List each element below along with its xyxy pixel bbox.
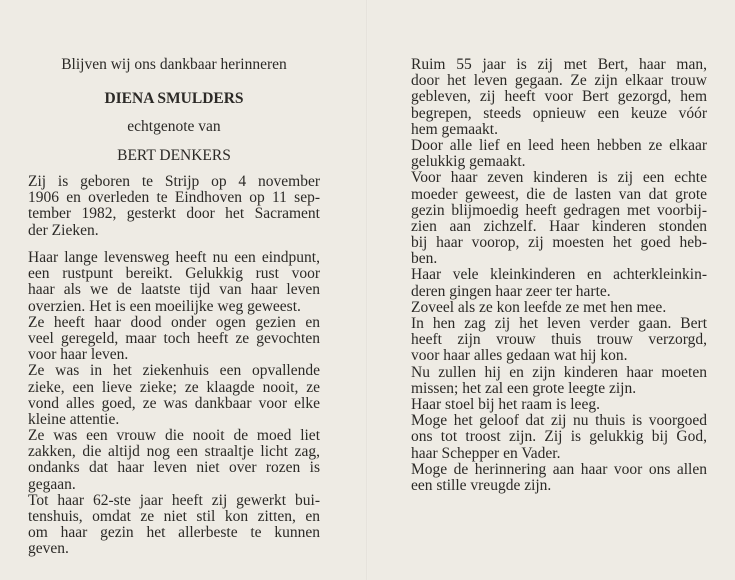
marriage-paragraph — [411, 57, 707, 494]
text-line: haar Schepper en Vader. — [411, 444, 561, 462]
text-line: tember 1982, gesterkt door het Sacrament — [28, 205, 320, 223]
text-line: gezin blijmoedig heeft gedragen met voorbij- — [411, 201, 707, 219]
text-line: ondanks dat haar leven niet over rozen is — [28, 459, 320, 477]
text-line: hem gemaakt. — [411, 120, 498, 138]
text-line: begrepen, steeds opnieuw een keuze vóór — [411, 104, 707, 122]
text-line: voor haar alles gedaan wat hij kon. — [411, 347, 628, 365]
text-line: zien aan zichzelf. Haar kinderen stonden — [411, 217, 707, 235]
text-line: gebleven, zij heeft voor Bert gezorgd, hem — [411, 88, 707, 106]
text-line: gelukkig gemaakt. — [411, 153, 526, 171]
text-line: zieke, een lieve zieke; ze klaagde nooit, ze — [28, 378, 320, 396]
text-line: kleine attentie. — [28, 410, 120, 428]
text-line: deren gingen haar zeer ter harte. — [411, 282, 611, 300]
relation-line: echtgenote van — [127, 118, 221, 135]
text-line: moeder geweest, die de lasten van dat grote — [411, 185, 707, 203]
text-line: bij haar voorop, zij moesten het goed heb- — [411, 234, 707, 252]
deceased-name: DIENA SMULDERS — [104, 90, 244, 107]
text-line: zakken, die altijd nog een straaltje licht zag, — [28, 443, 320, 461]
text-line: een rustpunt bereikt. Gelukkig rust voor — [28, 265, 320, 283]
life-paragraph — [28, 250, 320, 558]
text-line: overzien. Het is een moeilijke weg geweest. — [28, 297, 301, 315]
text-line: geven. — [28, 540, 69, 558]
text-line: veel geregeld, maar toch heeft ze gevochten — [28, 329, 320, 347]
text-line: Ruim 55 jaar is zij met Bert, haar man, — [411, 56, 707, 73]
text-line: gegaan. — [28, 475, 76, 493]
text-line: Haar lange levensweg heeft nu een eindpunt, — [28, 249, 320, 266]
text-line: der Zieken. — [28, 221, 99, 239]
text-line: door het leven gegaan. Ze zijn elkaar trouw — [411, 72, 707, 90]
text-line: om haar gezin het allerbeste te kunnen — [28, 524, 320, 542]
text-line: Haar vele kleinkinderen en achterkleinkin- — [411, 266, 707, 284]
spouse-name: BERT DENKERS — [117, 147, 231, 164]
text-line: Zoveel als ze kon leefde ze met hen mee. — [411, 298, 667, 316]
text-line: Zij is geboren te Strijp op 4 november — [28, 173, 320, 190]
text-line: Voor haar zeven kinderen is zij een echte — [411, 169, 707, 187]
text-line: Tot haar 62-ste jaar heeft zij gewerkt bui- — [28, 491, 320, 509]
birth-death-paragraph — [28, 174, 320, 239]
intro-line: Blijven wij ons dankbaar herinneren — [61, 56, 287, 73]
text-line: een stille vreugde zijn. — [411, 476, 552, 494]
text-line: voor haar leven. — [28, 346, 129, 364]
text-line: Nu zullen hij en zijn kinderen haar moeten — [411, 363, 707, 381]
text-line: Ze was een vrouw die nooit de moed liet — [28, 427, 320, 445]
text-line: Moge de herinnering aan haar voor ons allen — [411, 460, 707, 478]
text-line: tenshuis, omdat ze niet stil kon zitten, en — [28, 508, 320, 525]
text-line: Ze was in het ziekenhuis een opvallende — [28, 362, 320, 380]
text-line: heeft zijn vrouw thuis trouw verzorgd, — [411, 331, 707, 349]
card-fold — [366, 0, 368, 580]
text-line: haar als we de laatste tijd van haar leven — [28, 281, 320, 299]
text-line: Door alle lief en leed heen hebben ze elkaar — [411, 136, 707, 154]
text-line: missen; het zal een grote leegte zijn. — [411, 379, 637, 397]
text-line: vond alles goed, ze was dankbaar voor elke — [28, 394, 320, 412]
text-line: In hen zag zij het leven verder gaan. Bert — [411, 315, 707, 332]
text-line: ons tot troost zijn. Zij is gelukkig bij God, — [411, 428, 707, 446]
text-line: Haar stoel bij het raam is leeg. — [411, 395, 600, 413]
text-line: Moge het geloof dat zij nu thuis is voorgoed — [411, 412, 707, 430]
text-line: Ze heeft haar dood onder ogen gezien en — [28, 313, 320, 331]
text-line: ben. — [411, 250, 438, 268]
text-line: 1906 en overleden te Eindhoven op 11 sep- — [28, 189, 320, 207]
